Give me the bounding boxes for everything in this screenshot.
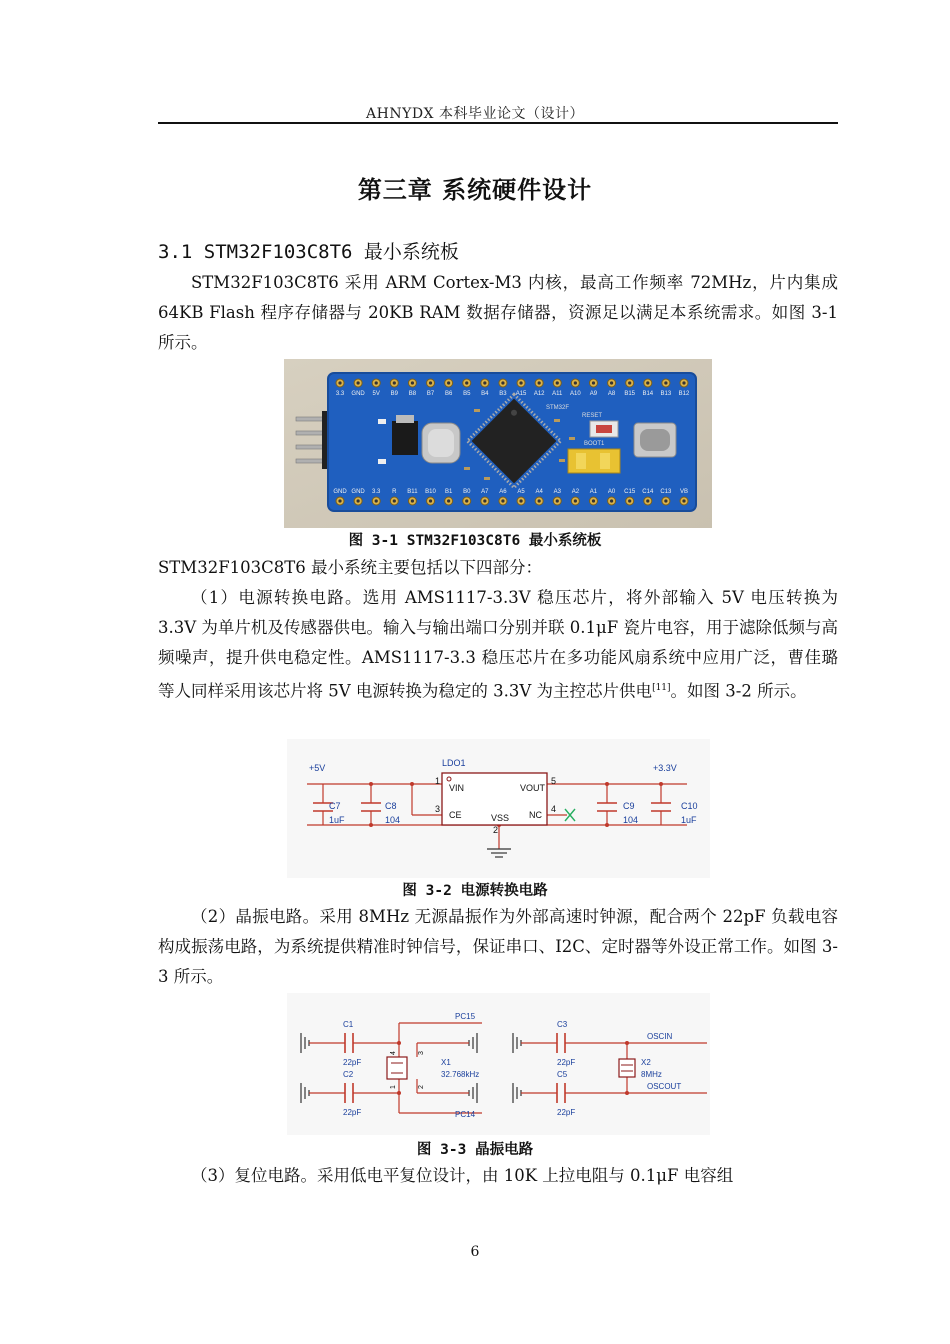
pin-hole (375, 381, 378, 384)
pin4-label: 4 (551, 804, 557, 814)
pin-hole (519, 381, 522, 384)
c2-label: C2 (343, 1070, 354, 1079)
pin-hole (411, 499, 414, 502)
pin-hole (610, 499, 613, 502)
pin-label: GND (351, 391, 365, 397)
x2-value: 8MHz (641, 1070, 662, 1079)
pin1-label: 1 (435, 776, 441, 786)
pin-hole (483, 381, 486, 384)
pin-label: B13 (660, 391, 672, 397)
pin-hole (465, 381, 468, 384)
pin-hole (682, 381, 685, 384)
pin-hole (628, 381, 631, 384)
pin-hole (592, 381, 595, 384)
x1-value: 32.768kHz (441, 1070, 480, 1079)
pin-hole (501, 499, 504, 502)
paragraph-1: STM32F103C8T6 采用 ARM Cortex-M3 内核，最高工作频率 72MHz，片内集成 64KB Flash 程序存储器与 20KB RAM 数据存储器，资源足以满足本系统需求。如图 3-1 所示。 (158, 273, 838, 352)
pin-label: GND (351, 489, 365, 495)
pin-label: A9 (589, 391, 598, 397)
c7-label: C7 (329, 801, 341, 811)
c1-value: 22pF (343, 1058, 362, 1067)
pin-label: A11 (552, 391, 563, 397)
c2-value: 22pF (343, 1108, 362, 1117)
pin2-label: 2 (493, 825, 499, 835)
boot-silk: BOOT1 (584, 441, 605, 447)
mcu-silk: STM32F (546, 405, 570, 411)
c8-value: 104 (385, 815, 401, 825)
pin-hole (574, 499, 577, 502)
c5-label: C5 (557, 1070, 568, 1079)
pin-label: A15 (515, 391, 527, 397)
pin-label: A1 (589, 489, 598, 495)
pin-label: B6 (444, 391, 453, 397)
pin-hole (664, 499, 667, 502)
pin-hole (338, 381, 341, 384)
pin-label: 5V (372, 391, 380, 397)
pin-label: A6 (499, 489, 507, 495)
pin-label: A10 (570, 391, 581, 397)
pin-hole (628, 499, 631, 502)
pin-hole (411, 381, 414, 384)
pin-label: A2 (571, 489, 580, 495)
pin-hole (357, 499, 360, 502)
pin-hole (447, 499, 450, 502)
running-header: AHNYDX 本科毕业论文（设计） (366, 106, 584, 122)
pin-hole (556, 381, 559, 384)
pin-hole (447, 381, 450, 384)
x2-label: X2 (641, 1058, 651, 1067)
pin-label: B11 (407, 489, 418, 495)
paragraph-2: STM32F103C8T6 最小系统主要包括以下四部分： (158, 558, 543, 577)
pin-label: A7 (481, 489, 489, 495)
x1-pin1: 1 (390, 1085, 397, 1089)
pin-label: B5 (463, 391, 471, 397)
pin-hole (357, 381, 360, 384)
page-number: 6 (470, 1244, 480, 1260)
c5-value: 22pF (557, 1108, 576, 1117)
chapter-title: 第三章 系统硬件设计 (357, 176, 593, 204)
pin-label: GND (333, 489, 347, 495)
figure-3-crystal-schematic (287, 993, 710, 1135)
figure-2-power-schematic (287, 739, 710, 878)
x1-label: X1 (441, 1058, 451, 1067)
pin-label: B1 (444, 489, 453, 495)
paragraph-4-block (158, 902, 838, 992)
vin-rail-label: +5V (309, 763, 326, 773)
pin-label: R (392, 489, 397, 495)
citation-11: [11] (652, 683, 671, 693)
pin-label: A5 (517, 489, 525, 495)
pin5-label: 5 (551, 776, 557, 786)
pin-label: C14 (642, 489, 654, 495)
pin-hole (501, 381, 504, 384)
pin-label: A3 (553, 489, 561, 495)
c9-label: C9 (623, 801, 635, 811)
pin-label: B9 (390, 391, 398, 397)
pin-hole (556, 499, 559, 502)
paragraph-1-block (158, 268, 838, 358)
paragraph-3-text: （1）电源转换电路。选用 AMS1117-3.3V 稳压芯片，将外部输入 5V 电压转换为 3.3V 为单片机及传感器供电。输入与输出端口分别并联 0.1μF 瓷片电容，用于滤除低频与高频噪声，提升供电稳定性。AMS1117-3.3 稳压芯片在多功能风扇系统中应用广泛，曹佳璐等人同样采用该芯片将 5V 电源转换为稳定的 3.3V 为主控芯片供电 (158, 588, 838, 701)
pin-hole (375, 499, 378, 502)
paragraph-5-block (158, 1161, 838, 1191)
figure-1-caption: 图 3-1 STM32F103C8T6 最小系统板 (348, 533, 602, 549)
pin-label: B8 (408, 391, 417, 397)
pin-hole (538, 381, 541, 384)
c7-value: 1uF (329, 815, 345, 825)
section-title: 3.1 STM32F103C8T6 最小系统板 (158, 241, 459, 263)
x1-pin3: 3 (418, 1051, 425, 1055)
pin-hole (483, 499, 486, 502)
ce-pin-label: CE (449, 810, 462, 820)
nc-pin-label: NC (529, 810, 542, 820)
c10-label: C10 (681, 801, 698, 811)
pin-label: B0 (463, 489, 471, 495)
figure-2-caption: 图 3-2 电源转换电路 (402, 883, 548, 899)
pin-hole (682, 499, 685, 502)
ldo-label: LDO1 (442, 758, 466, 768)
paragraph-3-tail: 。如图 3-2 所示。 (670, 681, 807, 701)
pin-hole (646, 499, 649, 502)
pin-hole (574, 381, 577, 384)
pin-hole (592, 499, 595, 502)
pin-hole (393, 499, 396, 502)
paragraph-3 (158, 583, 838, 707)
x1-pin4: 4 (390, 1051, 397, 1055)
c1-label: C1 (343, 1020, 354, 1029)
pin-label: B10 (425, 489, 436, 495)
pin-label: C15 (624, 489, 636, 495)
pin-hole (664, 381, 667, 384)
pin-label: C13 (660, 489, 672, 495)
paragraph-4: （2）晶振电路。采用 8MHz 无源晶振作为外部高速时钟源，配合两个 22pF 负载电容构成振荡电路，为系统提供精准时钟信号，保证串口、I2C、定时器等外设正常工作。如图 3-3 所示。 (158, 907, 838, 986)
pin-label: B15 (624, 391, 636, 397)
pin-label: B7 (426, 391, 435, 397)
pin-label: A8 (607, 391, 616, 397)
figure-3-caption: 图 3-3 晶振电路 (416, 1142, 534, 1158)
paragraph-5: （3）复位电路。采用低电平复位设计，由 10K 上拉电阻与 0.1μF 电容组 (191, 1166, 734, 1185)
pin-hole (429, 381, 432, 384)
pin-label: B14 (642, 391, 654, 397)
pin-label: A0 (607, 489, 616, 495)
oscin-label: OSCIN (647, 1032, 673, 1041)
pin-label: B4 (481, 391, 489, 397)
pin-hole (610, 381, 613, 384)
x1-pin2: 2 (418, 1085, 425, 1089)
pin3-label: 3 (435, 804, 441, 814)
pin-hole (393, 381, 396, 384)
pin-hole (338, 499, 341, 502)
vin-pin-label: VIN (449, 783, 465, 793)
pin-hole (519, 499, 522, 502)
pin-label: VB (679, 489, 689, 495)
vout-pin-label: VOUT (520, 783, 546, 793)
oscout-label: OSCOUT (647, 1082, 682, 1091)
pc14-label: PC14 (455, 1110, 476, 1119)
vss-pin-label: VSS (491, 813, 510, 823)
pc15-label: PC15 (455, 1012, 476, 1021)
c8-label: C8 (385, 801, 397, 811)
pin-hole (538, 499, 541, 502)
pin-label: 3.3 (372, 489, 381, 495)
pin-hole (465, 499, 468, 502)
c10-value: 1uF (681, 815, 697, 825)
paragraph-2-3-block (158, 553, 838, 707)
pin-label: B3 (499, 391, 507, 397)
c9-value: 104 (623, 815, 639, 825)
figure-1-board-photo (284, 359, 712, 528)
vout-rail-label: +3.3V (653, 763, 677, 773)
header-rule (158, 122, 838, 124)
pin-label: A4 (535, 489, 543, 495)
c3-value: 22pF (557, 1058, 576, 1067)
reset-silk: RESET (582, 413, 603, 419)
pin-label: A12 (533, 391, 545, 397)
pin-label: B12 (678, 391, 690, 397)
pin-hole (429, 499, 432, 502)
c3-label: C3 (557, 1020, 568, 1029)
pin-label: 3.3 (335, 391, 345, 397)
pin-hole (646, 381, 649, 384)
